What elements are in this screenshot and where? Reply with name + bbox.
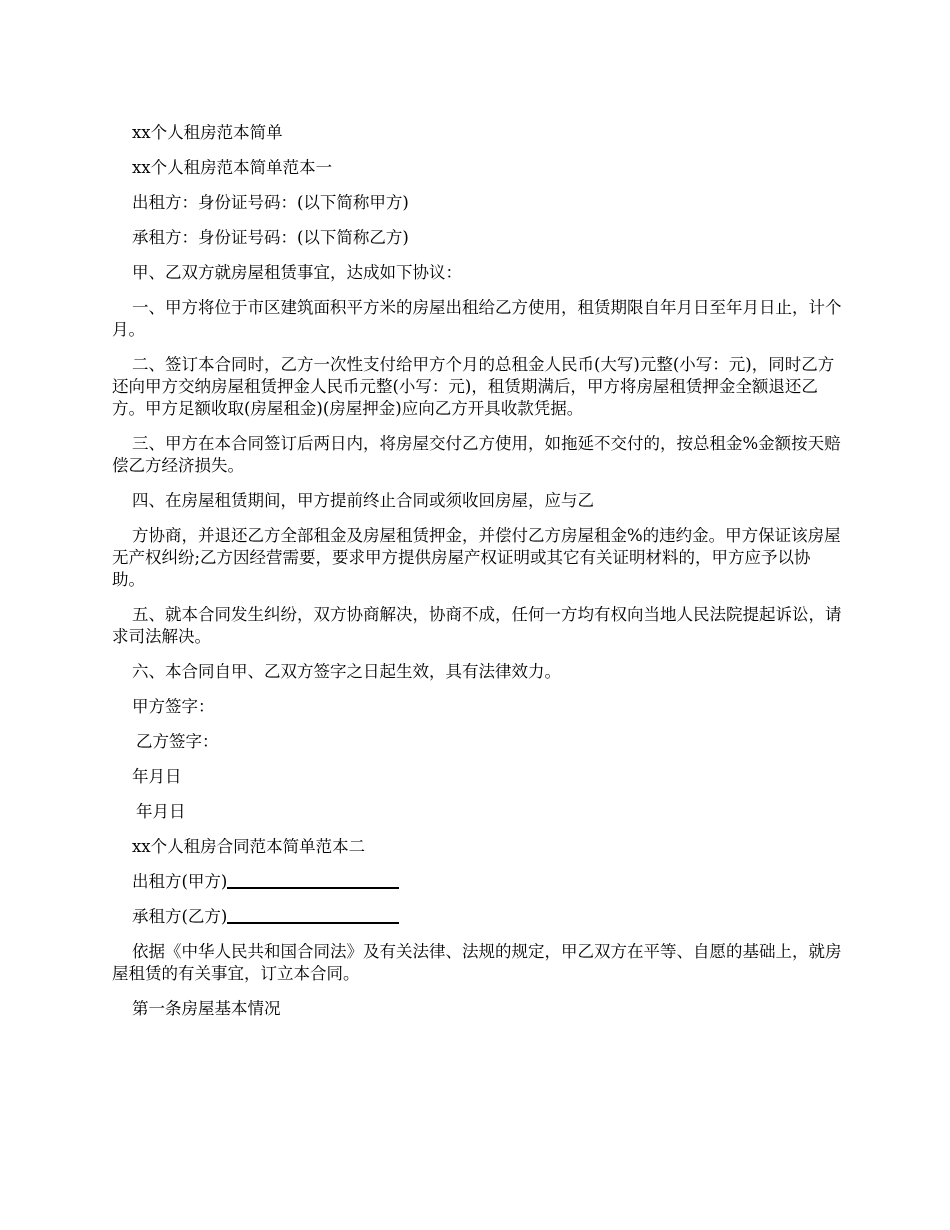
lessee-blank-field	[227, 906, 399, 924]
document-title: xx个人租房范本简单	[132, 123, 283, 142]
lessee-party-b-line	[112, 906, 842, 928]
lessor-party-a-line	[112, 871, 842, 893]
section-heading-template-one: xx个人租房范本简单范本一	[132, 158, 333, 177]
party-b-date: 年月日	[136, 802, 186, 821]
lessor-blank-field	[227, 871, 399, 889]
article-one-heading: 第一条房屋基本情况	[132, 999, 281, 1018]
clause-two: 二、签订本合同时，乙方一次性支付给甲方个月的总租金人民币(大写)元整(小写：元)，同时乙方还向甲方交纳房屋租赁押金人民币元整(小写：元)，租赁期满后，甲方将房屋租赁押金全额退还乙方。甲方足额收取(房屋租金)(房屋押金)应向乙方开具收款凭据。	[112, 355, 835, 418]
lessor-party-a-label: 出租方(甲方)	[132, 872, 228, 891]
clause-four: 四、在房屋租赁期间，甲方提前终止合同或须收回房屋，应与乙	[132, 491, 594, 510]
lessor-line: 出租方：身份证号码：(以下简称甲方)	[132, 193, 409, 212]
party-a-date: 年月日	[132, 767, 182, 786]
section-heading-template-two: xx个人租房合同范本简单范本二	[132, 837, 366, 856]
clause-one: 一、甲方将位于市区建筑面积平方米的房屋出租给乙方使用，租赁期限自年月日至年月日止，计个月。	[112, 298, 842, 339]
document-page	[112, 122, 842, 1033]
contract-basis: 依据《中华人民共和国合同法》及有关法律、法规的规定，甲乙双方在平等、自愿的基础上，就房屋租赁的有关事宜，订立本合同。	[112, 942, 842, 983]
clause-four-continued: 方协商，并退还乙方全部租金及房屋租赁押金，并偿付乙方房屋租金%的违约金。甲方保证该房屋无产权纠纷;乙方因经营需要，要求甲方提供房屋产权证明或其它有关证明材料的，甲方应予以协助。	[112, 526, 841, 589]
clause-five: 五、就本合同发生纠纷，双方协商解决，协商不成，任何一方均有权向当地人民法院提起诉讼，请求司法解决。	[112, 605, 842, 646]
clause-three: 三、甲方在本合同签订后两日内，将房屋交付乙方使用，如拖延不交付的，按总租金%金额按天赔偿乙方经济损失。	[112, 434, 841, 475]
clause-six: 六、本合同自甲、乙双方签字之日起生效，具有法律效力。	[132, 662, 561, 681]
lessee-line: 承租方：身份证号码：(以下简称乙方)	[132, 228, 409, 247]
agreement-intro: 甲、乙双方就房屋租赁事宜，达成如下协议：	[132, 263, 462, 282]
party-a-signature: 甲方签字：	[132, 697, 215, 716]
party-b-signature: 乙方签字：	[136, 732, 219, 751]
lessee-party-b-label: 承租方(乙方)	[132, 907, 228, 926]
